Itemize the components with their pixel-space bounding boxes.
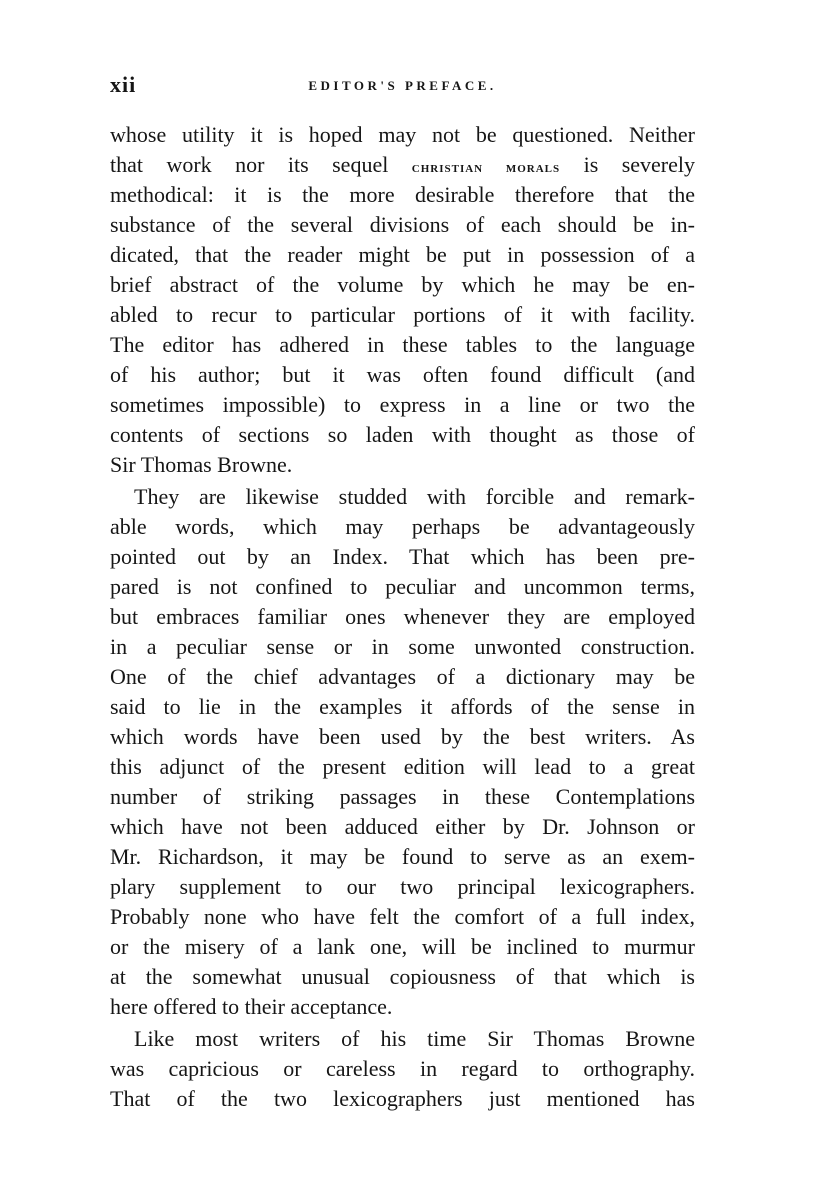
running-title: EDITOR'S PREFACE. <box>308 78 497 93</box>
text-line: Probably none who have felt the comfort of a full index, <box>110 904 695 929</box>
text-line: abled to recur to particular portions of it with facility. <box>110 302 695 327</box>
text-line <box>110 150 695 180</box>
text-segment: that work nor its sequel <box>110 152 412 177</box>
text-line: dicated, that the reader might be put in possession of a <box>110 242 695 267</box>
text-line: which words have been used by the best writers. As <box>110 724 695 749</box>
book-title-small-caps: christian morals <box>411 160 561 176</box>
text-line: Mr. Richardson, it may be found to serve as an exem- <box>110 844 695 869</box>
text-line: of his author; but it was often found difficult (and <box>110 362 695 387</box>
paragraph <box>110 1024 695 1114</box>
text-line: said to lie in the examples it affords of the sense in <box>110 694 695 719</box>
text-line: methodical: it is the more desirable therefore that the <box>110 182 695 207</box>
text-line: or the misery of a lank one, will be inclined to murmur <box>110 934 695 959</box>
text-line: number of striking passages in these Contemplations <box>110 784 695 809</box>
text-line: in a peculiar sense or in some unwonted construction. <box>110 634 695 659</box>
text-line: Sir Thomas Browne. <box>110 452 293 477</box>
text-line: Like most writers of his time Sir Thomas Browne <box>134 1026 695 1051</box>
text-line: able words, which may perhaps be advantageously <box>110 514 695 539</box>
text-line: but embraces familiar ones whenever they are employed <box>110 604 695 629</box>
text-line: which have not been adduced either by Dr. Johnson or <box>110 814 695 839</box>
running-head <box>110 68 695 100</box>
paragraph <box>110 120 695 480</box>
text-line: was capricious or careless in regard to orthography. <box>110 1056 695 1081</box>
text-segment: is severely <box>560 152 695 177</box>
text-line: at the somewhat unusual copiousness of that which is <box>110 964 695 989</box>
text-line: One of the chief advantages of a dictionary may be <box>110 664 695 689</box>
text-line: whose utility it is hoped may not be questioned. Neither <box>110 122 695 147</box>
text-line: They are likewise studded with forcible and remark- <box>134 484 695 509</box>
text-line: substance of the several divisions of each should be in- <box>110 212 695 237</box>
text-line: sometimes impossible) to express in a line or two the <box>110 392 695 417</box>
text-line: The editor has adhered in these tables to the language <box>110 332 695 357</box>
page-number: xii <box>110 72 137 97</box>
text-line: pared is not confined to peculiar and uncommon terms, <box>110 574 695 599</box>
text-line: That of the two lexicographers just mentioned has <box>110 1086 695 1111</box>
text-line: this adjunct of the present edition will lead to a great <box>110 754 695 779</box>
text-line: brief abstract of the volume by which he may be en- <box>110 272 695 297</box>
text-line: plary supplement to our two principal lexicographers. <box>110 874 695 899</box>
body-text <box>110 120 695 1114</box>
text-line: contents of sections so laden with thought as those of <box>110 422 695 447</box>
book-page <box>110 68 695 1114</box>
text-line: here offered to their acceptance. <box>110 994 393 1019</box>
paragraph <box>110 482 695 1022</box>
text-line: pointed out by an Index. That which has been pre- <box>110 544 695 569</box>
